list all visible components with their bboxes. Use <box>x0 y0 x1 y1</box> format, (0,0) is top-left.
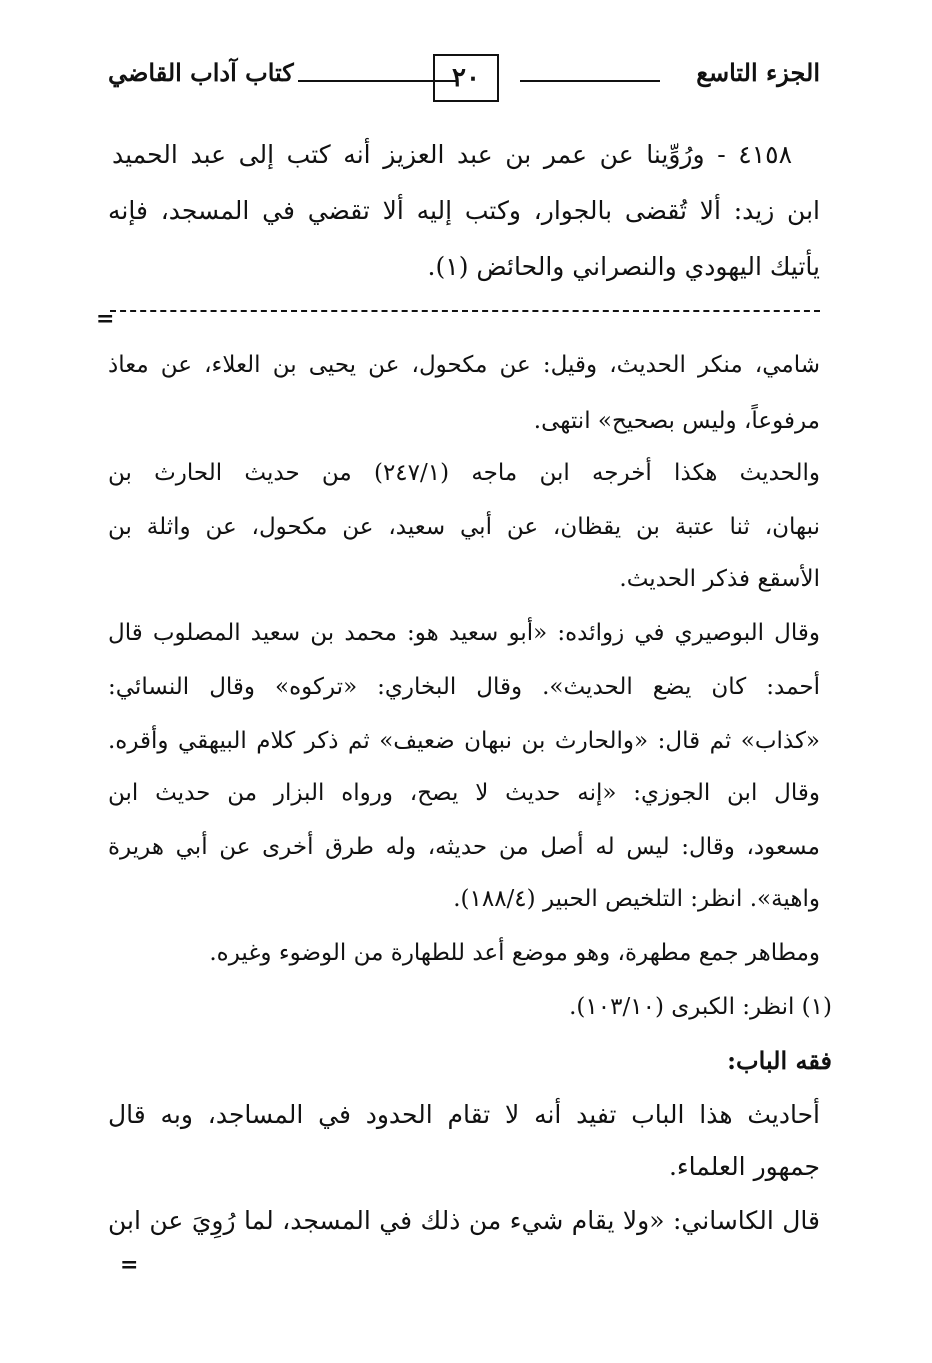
note-line-1: شامي، منكر الحديث، وقيل: عن مكحول، عن يحيى بن العلاء، عن معاذ <box>108 352 820 378</box>
note-line-12: ومطاهر جمع مطهرة، وهو موضع أعد للطهارة من الوضوء وغيره. <box>209 940 820 966</box>
footnote-separator <box>110 310 820 312</box>
fiqh-line-2: جمهور العلماء. <box>668 1152 820 1181</box>
section-heading: فقه الباب: <box>727 1046 832 1075</box>
note-line-11: واهية». انظر: التلخيص الحبير (١٨٨/٤). <box>453 886 820 912</box>
header-rule-left <box>298 80 458 82</box>
continuation-mark-top: = <box>96 306 115 332</box>
header-rule-right <box>520 80 660 82</box>
page-header <box>108 58 820 108</box>
main-line-3: يأتيك اليهودي والنصراني والحائض (١). <box>427 252 820 281</box>
note-line-7: أحمد: كان يضع الحديث». وقال البخاري: «تركوه» وقال النسائي: <box>108 674 820 700</box>
part-title: الجزء التاسع <box>696 58 820 87</box>
note-line-9: وقال ابن الجوزي: «إنه حديث لا يصح، ورواه البزار من حديث ابن <box>108 780 820 806</box>
note-line-5: الأسقع فذكر الحديث. <box>619 566 820 592</box>
note-line-3: والحديث هكذا أخرجه ابن ماجه (٢٤٧/١) من حديث الحارث بن <box>108 460 820 486</box>
fiqh-line-3: قال الكاساني: «ولا يقام شيء من ذلك في المسجد، لما رُوِيَ عن ابن <box>108 1206 820 1235</box>
fiqh-line-1: أحاديث هذا الباب تفيد أنه لا تقام الحدود في المساجد، وبه قال <box>108 1100 820 1129</box>
note-line-2: مرفوعاً، وليس بصحيح» انتهى. <box>533 408 820 434</box>
footnote-1: (١) انظر: الكبرى (١٠٣/١٠). <box>569 994 832 1020</box>
page-number-box <box>433 54 499 102</box>
note-line-8: «كذاب» ثم قال: «والحارث بن نبهان ضعيف» ثم ذكر كلام البيهقي وأقره. <box>108 728 820 754</box>
note-line-10: مسعود، وقال: ليس له أصل من حديثه، وله طرق أخرى عن أبي هريرة <box>108 834 820 860</box>
book-title: كتاب آداب القاضي <box>108 58 294 87</box>
continuation-mark-bottom: = <box>120 1252 139 1278</box>
main-line-1: ٤١٥٨ - ورُوِّينا عن عمر بن عبد العزيز أنه كتب إلى عبد الحميد <box>112 140 792 169</box>
note-line-6: وقال البوصيري في زوائده: «أبو سعيد هو: محمد بن سعيد المصلوب قال <box>108 620 820 646</box>
page-number: ٢٠ <box>452 63 480 93</box>
main-line-2: ابن زيد: ألا تُقضى بالجوار، وكتب إليه ألا تقضي في المسجد، فإنه <box>108 196 820 225</box>
note-line-4: نبهان، ثنا عتبة بن يقظان، عن أبي سعيد، عن مكحول، عن واثلة بن <box>108 514 820 540</box>
